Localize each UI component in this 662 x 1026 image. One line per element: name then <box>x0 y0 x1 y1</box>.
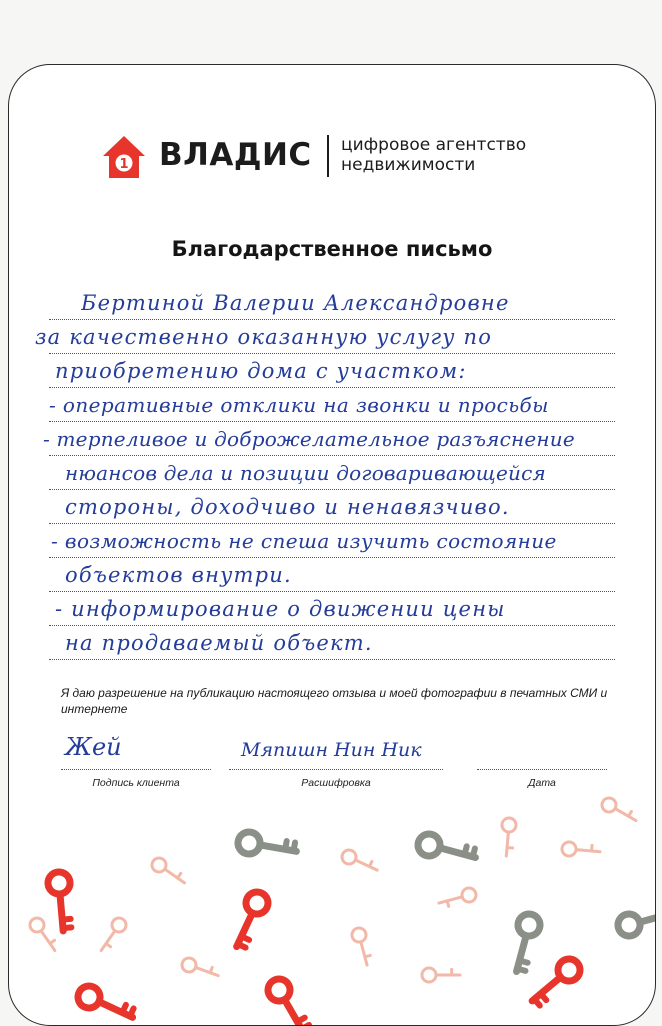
handwritten-line: - информирование о движении цены <box>55 597 506 621</box>
writing-line <box>49 557 615 558</box>
brand-name: ВЛАДИС <box>159 137 312 173</box>
key-icon <box>180 949 219 988</box>
key-icon <box>559 829 600 870</box>
decode-line <box>229 769 443 770</box>
decorative-keys-pattern <box>9 785 655 1025</box>
key-icon <box>26 917 60 951</box>
handwritten-line: нюансов дела и позиции договаривающейся <box>65 461 546 485</box>
key-icon <box>151 854 185 888</box>
key-icon <box>414 816 479 879</box>
house-logo-icon <box>101 134 147 180</box>
date-line <box>477 769 607 770</box>
handwritten-line: приобретению дома с участком: <box>55 359 467 383</box>
key-icon <box>419 954 460 995</box>
handwritten-line: за качественно оказанную услугу по <box>35 325 493 349</box>
brand-tagline <box>341 135 526 175</box>
client-signature-line <box>61 769 211 770</box>
key-icon <box>494 910 557 975</box>
handwritten-line: - оперативные отклики на звонки и просьбы <box>49 393 549 417</box>
decode-handwritten: Мяпишн Нин Ник <box>241 739 422 761</box>
handwritten-line: на продаваемый объект. <box>65 631 373 655</box>
key-icon <box>488 815 529 856</box>
writing-line <box>49 353 615 354</box>
consent-text: Я даю разрешение на публикацию настоящего отзыва и моей фотографии в печатных СМИ и интернете <box>61 686 608 716</box>
tagline-line-2: недвижимости <box>341 155 476 175</box>
writing-line <box>49 319 615 320</box>
key-icon <box>439 878 479 918</box>
handwritten-line: Бертиной Валерии Александровне <box>81 291 510 315</box>
date-label: Дата <box>528 777 556 789</box>
writing-line <box>49 489 615 490</box>
key-icon <box>340 843 377 880</box>
key-icon <box>221 889 280 950</box>
handwritten-line: объектов внутри. <box>65 563 292 587</box>
letter-card <box>8 64 656 1026</box>
decode-label: Расшифровка <box>301 777 371 789</box>
writing-line <box>49 387 615 388</box>
key-icon <box>29 868 95 934</box>
letter-title: Благодарственное письмо <box>171 237 493 261</box>
svg-text:1: 1 <box>119 157 129 172</box>
writing-line <box>49 625 615 626</box>
key-icon <box>75 974 136 1025</box>
key-icon <box>260 977 319 1025</box>
key-icon <box>234 812 300 877</box>
writing-line <box>49 421 615 422</box>
handwritten-line: - терпеливое и доброжелательное разъяснение <box>43 427 575 451</box>
key-icon <box>600 793 636 829</box>
handwritten-line: стороны, доходчиво и ненавязчиво. <box>65 495 510 519</box>
key-icon <box>96 917 130 951</box>
writing-line <box>49 523 615 524</box>
key-icon <box>614 887 655 952</box>
key-icon <box>342 925 382 965</box>
key-icon <box>532 956 581 1009</box>
writing-line <box>49 591 615 592</box>
writing-line <box>49 455 615 456</box>
logo-divider <box>327 135 329 177</box>
handwritten-line: - возможность не спеша изучить состояние <box>51 529 557 553</box>
client-signature-label: Подпись клиента <box>92 777 180 789</box>
tagline-line-1: цифровое агентство <box>341 135 527 155</box>
writing-line <box>49 659 615 660</box>
client-signature: Жей <box>65 733 122 761</box>
